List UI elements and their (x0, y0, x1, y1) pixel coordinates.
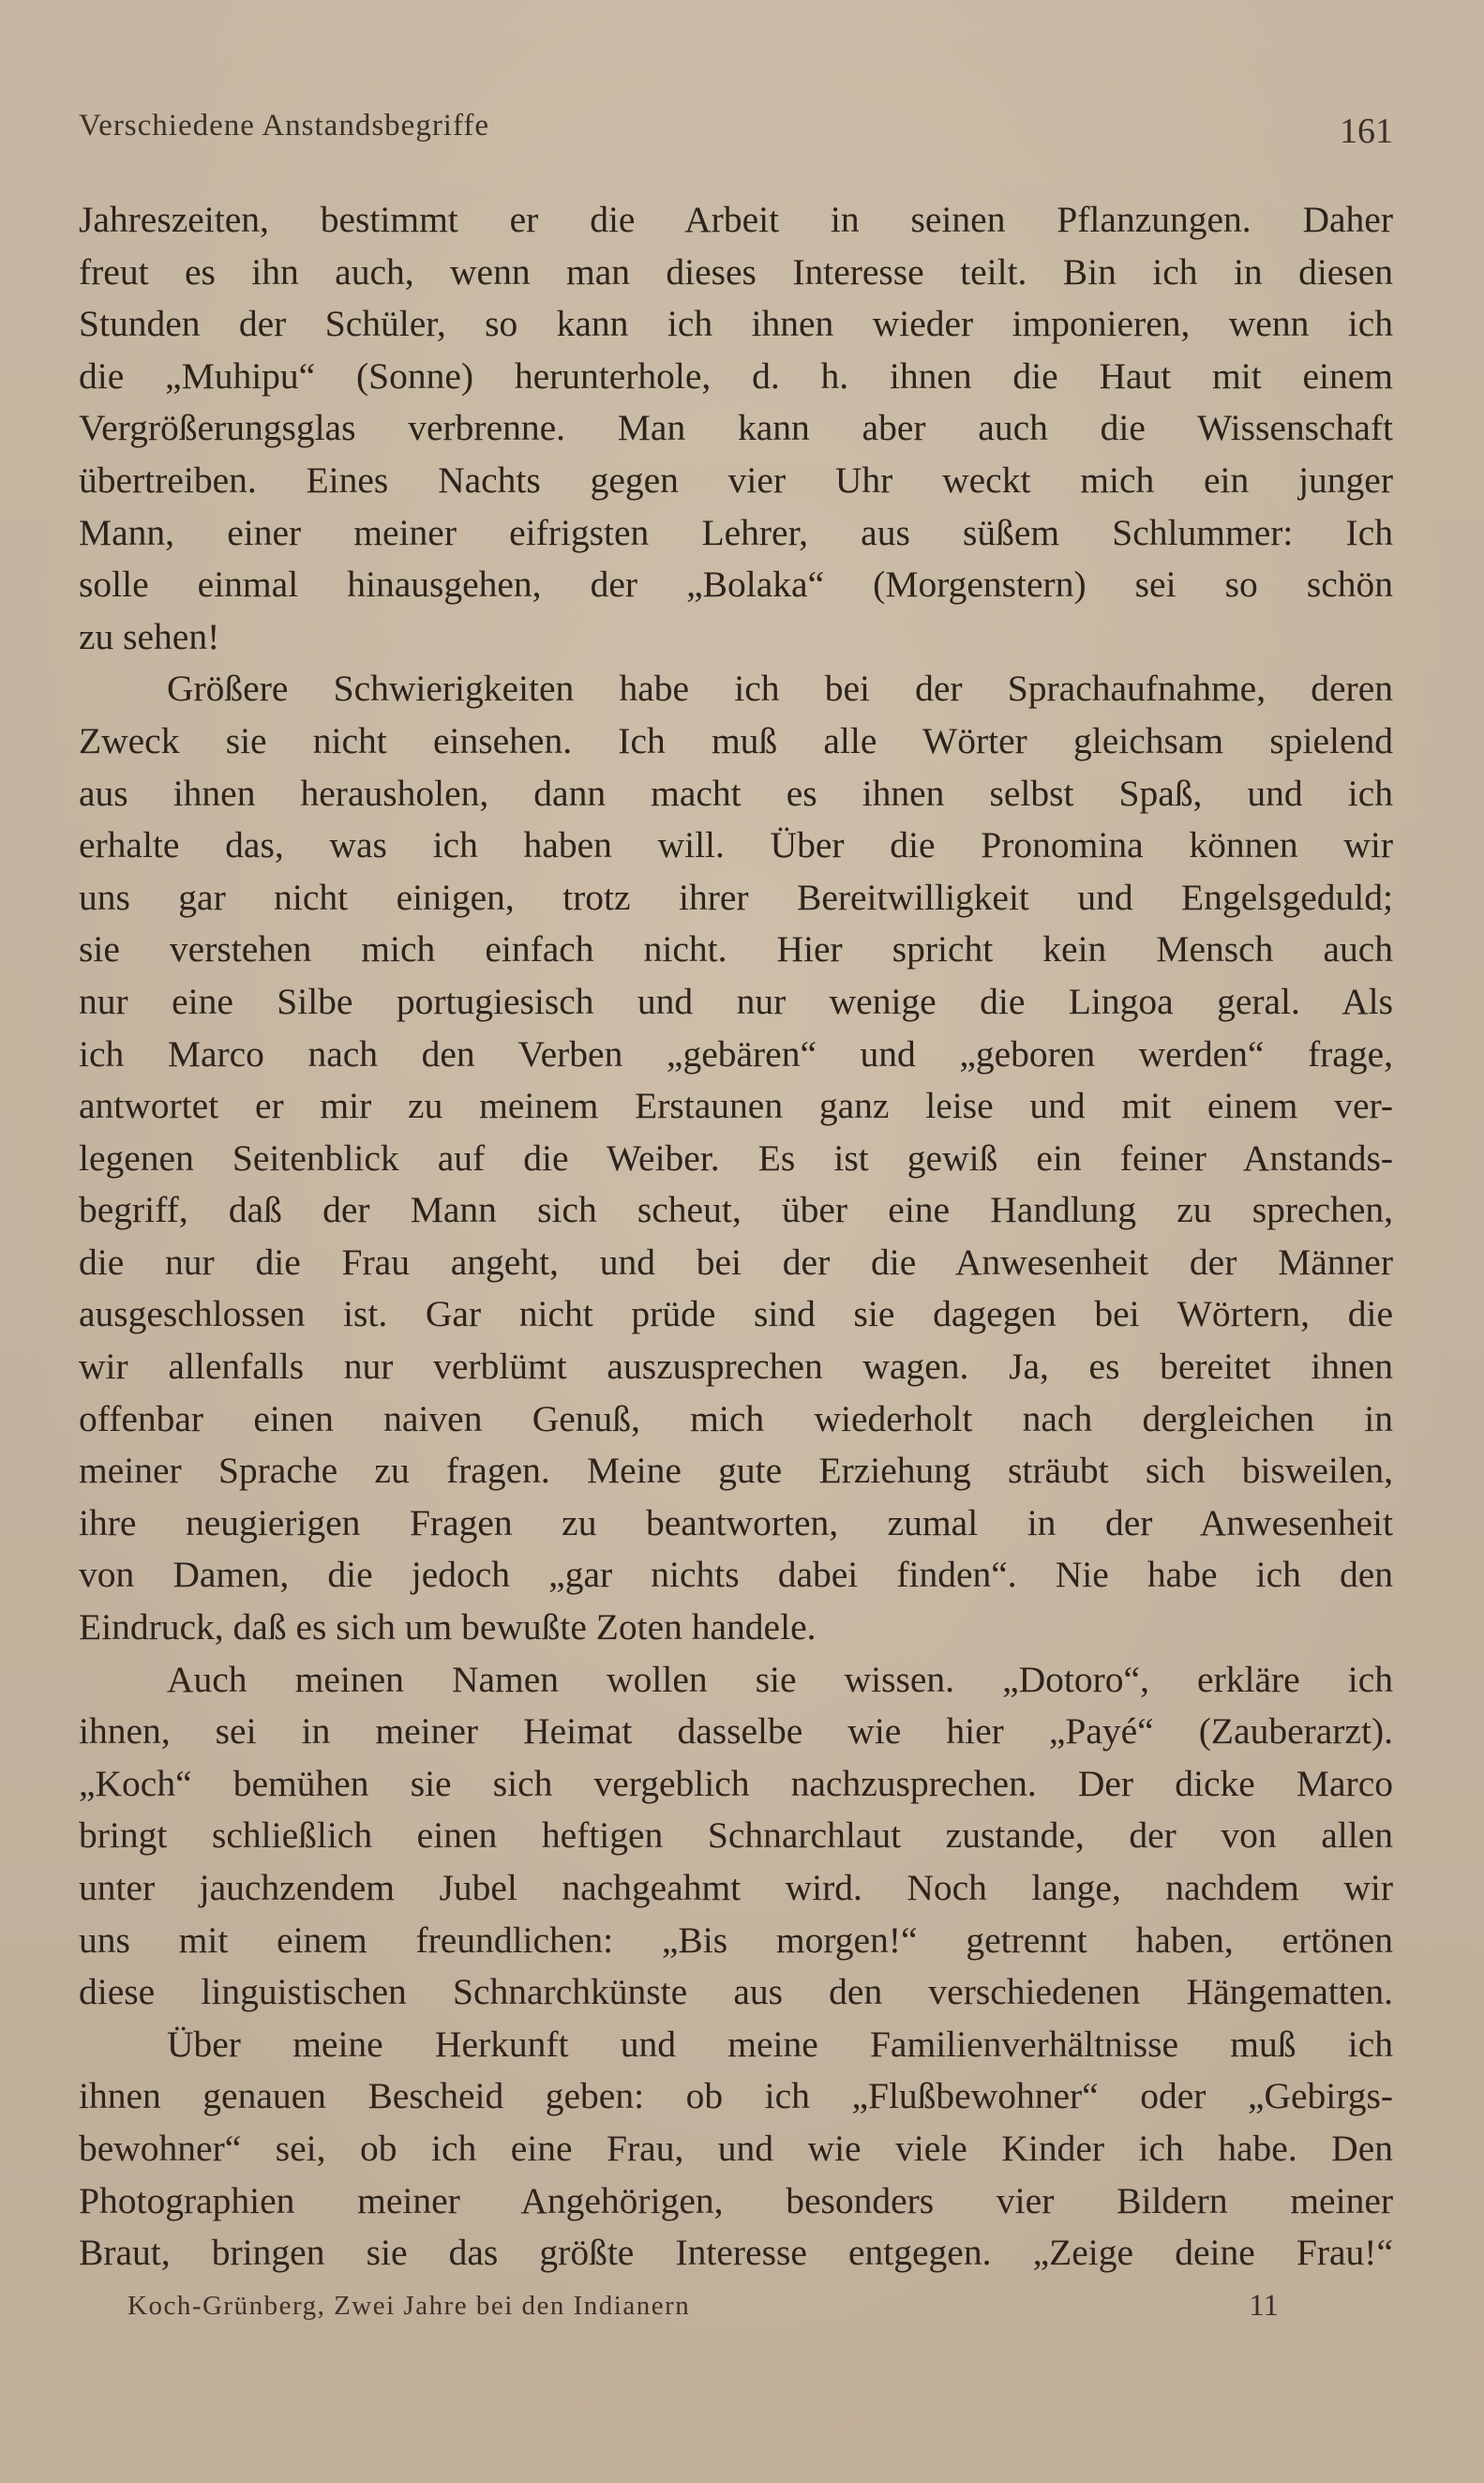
text-line: antwortet er mir zu meinem Erstaunen ganz leise und mit einem ver- (79, 1085, 1393, 1127)
text-line: legenen Seitenblick auf die Weiber. Es ist gewiß ein feiner Anstands- (79, 1136, 1393, 1179)
text-line: begriff, daß der Mann sich scheut, über eine Handlung zu sprechen, (79, 1189, 1393, 1231)
text-line: die „Muhipu“ (Sonne) herunterhole, d. h. ihnen die Haut mit einem (79, 354, 1393, 397)
text-line: „Koch“ bemühen sie sich vergeblich nachzusprechen. Der dicke Marco (79, 1762, 1393, 1804)
text-line: diese linguistischen Schnarchkünste aus den verschiedenen Hängematten. (79, 1971, 1393, 2013)
text-line: wir allenfalls nur verblümt auszusprechen wagen. Ja, es bereitet ihnen (79, 1346, 1393, 1388)
text-line: zu sehen! (79, 615, 220, 657)
text-line: nur eine Silbe portugiesisch und nur wenige die Lingoa geral. Als (79, 980, 1393, 1022)
text-line: die nur die Frau angeht, und bei der die Anwesenheit der Männer (79, 1241, 1393, 1283)
text-line: meiner Sprache zu fragen. Meine gute Erziehung sträubt sich bisweilen, (79, 1450, 1393, 1492)
text-line: Photographien meiner Angehörigen, besonders vier Bildern meiner (79, 2179, 1393, 2221)
text-line: erhalte das, was ich haben will. Über die Pronomina können wir (79, 824, 1393, 866)
text-line: Zweck sie nicht einsehen. Ich muß alle Wörter gleichsam spielend (79, 719, 1393, 761)
running-head (79, 103, 1393, 152)
text-line: offenbar einen naiven Genuß, mich wiederholt nach dergleichen in (79, 1397, 1393, 1439)
text-line: freut es ihn auch, wenn man dieses Interesse teilt. Bin ich in diesen (79, 250, 1393, 293)
text-line: bewohner“ sei, ob ich eine Frau, und wie viele Kinder ich habe. Den (79, 2127, 1393, 2169)
text-line: Vergrößerungsglas verbrenne. Man kann aber auch die Wissenschaft (79, 407, 1393, 449)
printer-signature: Koch-Grünberg, Zwei Jahre bei den Indianern (127, 2291, 691, 2321)
sheet-number: 11 (1249, 2289, 1279, 2323)
text-line: ihnen, sei in meiner Heimat dasselbe wie hier „Payé“ (Zauberarzt). (79, 1710, 1393, 1753)
text-line: ausgeschlossen ist. Gar nicht prüde sind sie dagegen bei Wörtern, die (79, 1293, 1393, 1335)
text-line: sie verstehen mich einfach nicht. Hier spricht kein Mensch auch (79, 928, 1393, 971)
text-line: übertreiben. Eines Nachts gegen vier Uhr weckt mich ein junger (79, 459, 1393, 501)
text-line: ihre neugierigen Fragen zu beantworten, zumal in der Anwesenheit (79, 1501, 1393, 1543)
text-line: Jahreszeiten, bestimmt er die Arbeit in seinen Pflanzungen. Daher (79, 199, 1393, 240)
page-number: 161 (1340, 112, 1393, 151)
text-line: ich Marco nach den Verben „gebären“ und „geboren werden“ frage, (79, 1032, 1393, 1075)
text-line: Mann, einer meiner eifrigsten Lehrer, aus süßem Schlummer: Ich (79, 511, 1393, 553)
text-line: uns gar nicht einigen, trotz ihrer Bereitwilligkeit und Engelsgeduld; (79, 876, 1393, 918)
running-head-title: Verschiedene Anstandsbegriffe (79, 109, 490, 143)
paragraph-1 (79, 194, 1393, 663)
text-line: bringt schließlich einen heftigen Schnarchlaut zustande, der von allen (79, 1814, 1393, 1857)
text-line: Über meine Herkunft und meine Familienverhältnisse muß ich (167, 2023, 1393, 2065)
text-line: ihnen genauen Bescheid geben: ob ich „Flußbewohner“ oder „Gebirgs- (79, 2075, 1393, 2117)
text-line: solle einmal hinausgehen, der „Bolaka“ (Morgenstern) sei so schön (79, 564, 1393, 606)
body-text (79, 194, 1393, 2280)
text-line: aus ihnen herausholen, dann macht es ihnen selbst Spaß, und ich (79, 772, 1393, 814)
text-line: Auch meinen Namen wollen sie wissen. „Dotoro“, erkläre ich (167, 1658, 1393, 1700)
text-line: Größere Schwierigkeiten habe ich bei der Sprachaufnahme, deren (167, 668, 1393, 710)
paragraph-3 (79, 1654, 1393, 2019)
paragraph-2 (79, 663, 1393, 1653)
paragraph-4 (79, 2019, 1393, 2280)
text-line: Eindruck, daß es sich um bewußte Zoten handele. (79, 1606, 817, 1648)
page-footer (127, 2289, 1279, 2336)
text-line: Stunden der Schüler, so kann ich ihnen wieder imponieren, wenn ich (79, 303, 1393, 345)
text-line: unter jauchzendem Jubel nachgeahmt wird. Noch lange, nachdem wir (79, 1867, 1393, 1908)
text-line: uns mit einem freundlichen: „Bis morgen!“ getrennt haben, ertönen (79, 1919, 1393, 1961)
text-line: von Damen, die jedoch „gar nichts dabei finden“. Nie habe ich den (79, 1554, 1393, 1596)
text-line: Braut, bringen sie das größte Interesse entgegen. „Zeige deine Frau!“ (79, 2232, 1393, 2274)
